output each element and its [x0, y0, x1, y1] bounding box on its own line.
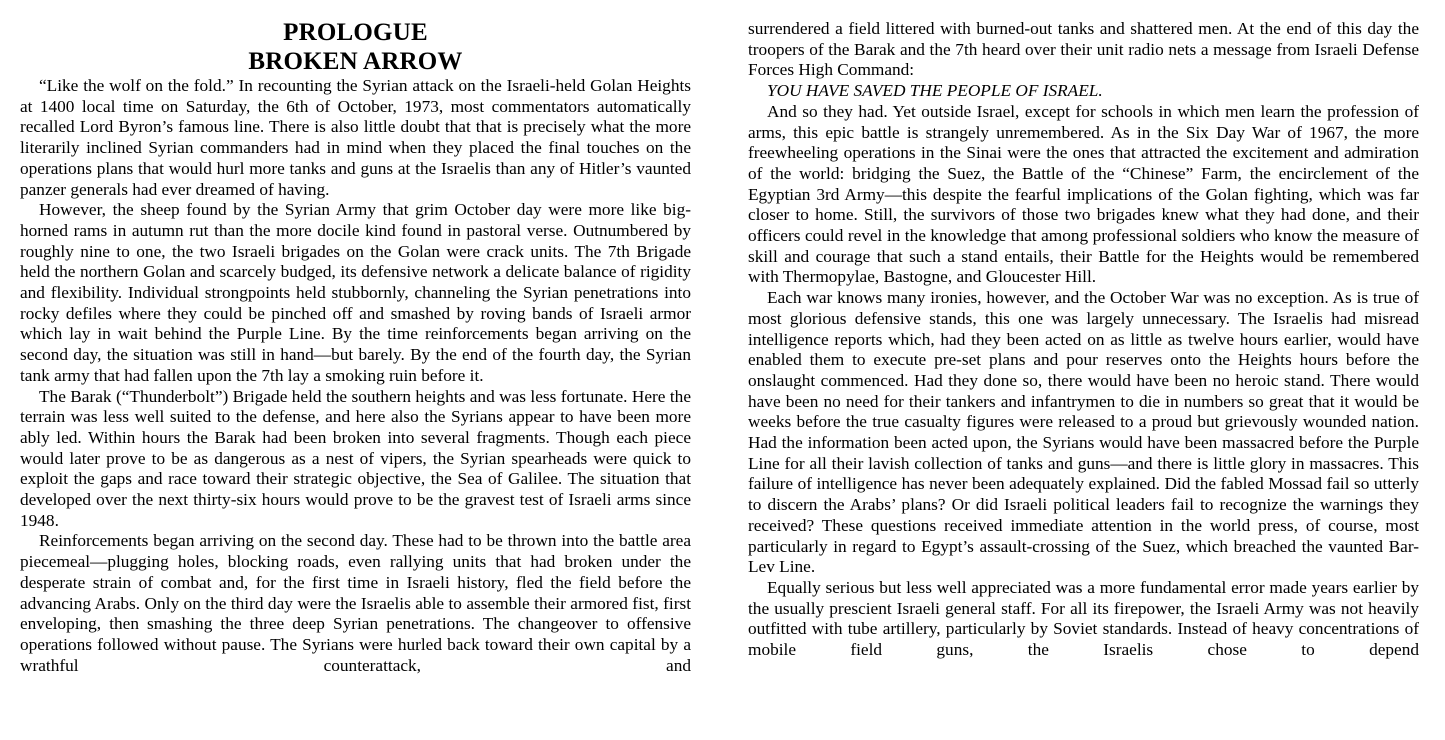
left-page [20, 18, 691, 676]
paragraph: The Barak (“Thunderbolt”) Brigade held the southern heights and was less fortunate. Here the terrain was less well suited to the defense, and here also the Syrians appear to have been more ably led. Within hours the Barak had been broken into several fragments. Though each piece would later prove to be as dangerous as a nest of vipers, the Syrian spearheads were quick to exploit the gaps and race toward their strategic objective, the Sea of Galilee. The situation that developed over the next thirty-six hours would prove to be the gravest test of Israeli arms since 1948. [20, 386, 691, 530]
block-quote: YOU HAVE SAVED THE PEOPLE OF ISRAEL. [767, 81, 1103, 101]
chapter-title-line-2: BROKEN ARROW [248, 48, 463, 75]
paragraph: Equally serious but less well appreciated was a more fundamental error made years earlier by the usually prescient Israeli general staff. For all its firepower, the Israeli Army was not heavily outfitted with tube artillery, particularly by Soviet standards. Instead of heavy concentrations of mobile field guns, the Israelis chose to depend [748, 577, 1419, 660]
right-page [748, 19, 1419, 661]
paragraph: However, the sheep found by the Syrian Army that grim October day were more like big-horned rams in autumn rut than the more docile kind found in pastoral verse. Outnumbered by roughly nine to one, the two Israeli brigades on the Golan were crack units. The 7th Brigade held the northern Golan and scarcely budged, its defensive network a delicate balance of rigidity and flexibility. Individual strongpoints held stubbornly, channeling the Syrian penetrations into rocky defiles where they could be pinched off and smashed by roving bands of Israeli armor which lay in wait behind the Purple Line. By the time reinforcements began arriving on the second day, the situation was still in hand—but barely. By the end of the fourth day, the Syrian tank army that had fallen upon the 7th lay a smoking ruin before it. [20, 200, 691, 385]
paragraph: And so they had. Yet outside Israel, except for schools in which men learn the profession of arms, this epic battle is strangely unremembered. As in the Six Day War of 1967, the more freewheeling operations in the Sinai were the ones that attracted the excitement and admiration of the world: bridging the Suez, the Battle of the “Chinese” Farm, the encirclement of the Egyptian 3rd Army—this despite the fearful implications of the Golan fighting, which was far closer to home. Still, the survivors of those two brigades knew what they had done, and their officers could revel in the knowledge that among professional soldiers who know the measure of skill and courage that such a stand entails, their Battle for the Heights would be remembered with Thermopylae, Bastogne, and Gloucester Hill. [748, 101, 1419, 287]
chapter-title-line-1: PROLOGUE [283, 19, 428, 46]
chapter-title [20, 18, 691, 76]
paragraph: “Like the wolf on the fold.” In recounting the Syrian attack on the Israeli-held Golan Heights at 1400 local time on Saturday, the 6th of October, 1973, most commentators automatically recalled Lord Byron’s famous line. There is also little doubt that that is precisely what the more literarily inclined Syrian commanders had in mind when they placed the final touches on the operations plans that would hurl more tanks and guns at the Israelis than any of Hitler’s vaunted panzer generals had ever dreamed of having. [20, 76, 691, 199]
paragraph: Each war knows many ironies, however, and the October War was no exception. As is true of most glorious defensive stands, this one was largely unnecessary. The Israelis had misread intelligence reports which, had they been acted on as little as twelve hours earlier, would have enabled them to execute pre-set plans and pour reserves onto the Heights hours before the onslaught commenced. Had they done so, there would have been no heroic stand. There would have been no need for their tankers and infantrymen to die in numbers so great that it would be weeks before the true casualty figures were released to a proud but grievously wounded nation. Had the information been acted upon, the Syrians would have been massacred before the Purple Line for all their lavish collection of tanks and guns—and there is little glory in massacres. This failure of intelligence has never been adequately explained. Did the fabled Mossad fail so utterly to discern the Arabs’ plans? Or did Israeli political leaders fail to recognize the warnings they received? These questions received immediate attention in the world press, of course, most particularly in regard to Egypt’s assault-crossing of the Suez, which breached the vaunted Bar-Lev Line. [748, 288, 1419, 577]
paragraph: Reinforcements began arriving on the second day. These had to be thrown into the battle area piecemeal—plugging holes, blocking roads, even rallying units that had broken under the desperate strain of combat and, for the first time in Israeli history, fled the field before the advancing Arabs. Only on the third day were the Israelis able to assemble their armored fist, first enveloping, then smashing the three deep Syrian penetrations. The changeover to offensive operations followed without pause. The Syrians were hurled back toward their own capital by a wrathful counterattack, and [20, 531, 691, 675]
continued-paragraph: surrendered a field littered with burned-out tanks and shattered men. At the end of this day the troopers of the Barak and the 7th heard over their unit radio nets a message from Israeli Defense Forces High Command: [748, 19, 1419, 80]
